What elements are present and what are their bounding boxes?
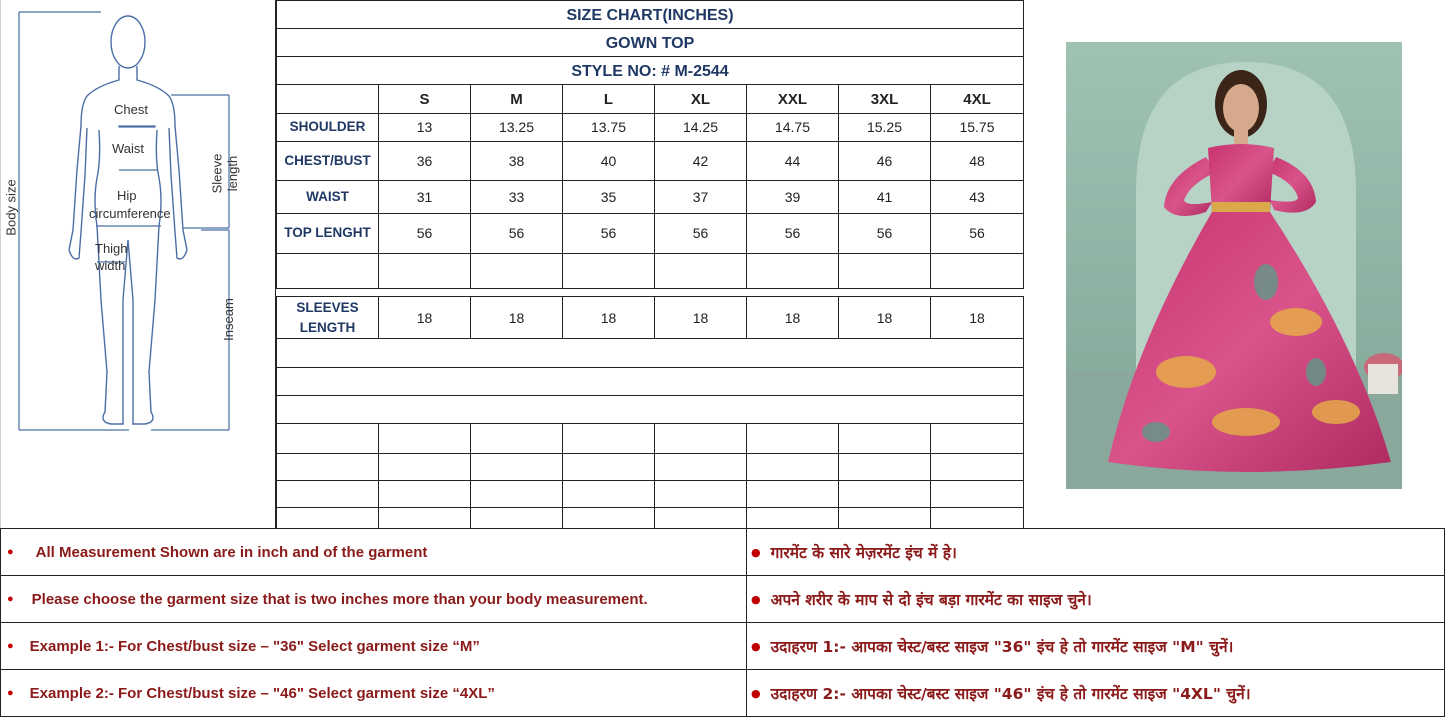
bullet-icon: ● — [751, 545, 761, 559]
sleeve-label-line1: Sleeve — [209, 153, 225, 194]
table-cell: 43 — [969, 188, 985, 205]
note-hi-2 — [746, 575, 1445, 623]
sleeves-label-line1: SLEEVES — [296, 299, 359, 315]
note-text: Example 1:- For Chest/bust size – "36" Select garment size “M” — [29, 637, 480, 655]
bullet-icon: ● — [751, 686, 761, 700]
table-cell: 56 — [747, 213, 839, 253]
bullet-icon: ● — [7, 687, 14, 699]
table-cell: 18 — [379, 297, 471, 338]
empty-row — [276, 423, 1024, 454]
table-cell: 13.25 — [471, 113, 563, 141]
row-label: TOP LENGHT — [277, 213, 379, 253]
table-cell: 46 — [839, 141, 931, 180]
table-cell: 44 — [747, 141, 839, 180]
table-cell: 31 — [379, 180, 471, 213]
note-text: गारमेंट के सारे मेज़रमेंट इंच में हे। — [770, 544, 957, 562]
note-text: Please choose the garment size that is two inches more than your body measurement. — [31, 590, 648, 608]
table-cell: 18 — [471, 297, 563, 338]
note-text: उदाहरण 1:- आपका चेस्ट/बस्ट साइज "36" इंच हे तो गारमेंट साइज "M" चुनें। — [770, 638, 1234, 656]
empty-row — [276, 339, 1024, 368]
table-cell: 56 — [655, 213, 747, 253]
bullet-icon: ● — [7, 546, 14, 558]
table-cell: 56 — [563, 213, 655, 253]
table-cell: 18 — [563, 297, 655, 338]
gown-model-image — [1066, 42, 1402, 489]
row-label: SHOULDER — [277, 113, 379, 141]
empty-row — [276, 395, 1024, 424]
size-header-row — [276, 84, 1024, 114]
note-hi-3 — [746, 622, 1445, 670]
sleeves-label-line2: LENGTH — [299, 319, 356, 335]
body-silhouette — [1, 0, 277, 528]
row-label: WAIST — [277, 180, 379, 213]
table-row — [276, 113, 1024, 142]
sleeve-label-line2: length — [225, 155, 241, 192]
table-cell: 38 — [471, 141, 563, 180]
chest-label: Chest — [114, 102, 148, 117]
size-header-cell: XXL — [747, 85, 839, 113]
thigh-label-line2: width — [95, 258, 126, 273]
empty-row — [276, 453, 1024, 481]
empty-row — [276, 507, 1024, 528]
note-en-2 — [0, 575, 747, 623]
note-text: अपने शरीर के माप से दो इंच बड़ा गारमेंट का साइज चुने। — [770, 591, 1092, 609]
hip-label-line1: Hip — [117, 188, 137, 203]
size-header-cell: 4XL — [963, 90, 991, 108]
table-cell: 56 — [471, 213, 563, 253]
size-header-cell: M — [471, 85, 563, 113]
table-cell: 33 — [471, 180, 563, 213]
table-cell: 15.25 — [839, 113, 931, 141]
table-cell: 39 — [747, 180, 839, 213]
body-measurement-diagram — [0, 0, 276, 528]
note-en-4 — [0, 669, 747, 717]
table-cell: 48 — [969, 152, 985, 169]
table-row — [276, 296, 1024, 339]
table-cell: 14.75 — [747, 113, 839, 141]
table-title: SIZE CHART(INCHES) — [276, 0, 1024, 29]
table-cell: 56 — [379, 213, 471, 253]
waist-label: Waist — [112, 141, 145, 156]
table-row — [276, 213, 1024, 254]
bullet-icon: ● — [751, 639, 761, 653]
table-row — [276, 180, 1024, 214]
style-number: STYLE NO: # M-2544 — [276, 56, 1024, 85]
table-cell: 13 — [379, 113, 471, 141]
body-size-label: Body size — [3, 179, 19, 236]
note-en-3 — [0, 622, 747, 670]
thigh-label-line1: Thigh — [95, 241, 128, 256]
size-header-cell: S — [379, 85, 471, 113]
table-cell: 37 — [655, 180, 747, 213]
inseam-label: Inseam — [220, 298, 236, 341]
note-hi-1 — [746, 528, 1445, 576]
bullet-icon: ● — [7, 640, 14, 652]
table-subtitle: GOWN TOP — [276, 28, 1024, 57]
note-en-1 — [0, 528, 747, 576]
note-text: उदाहरण 2:- आपका चेस्ट/बस्ट साइज "46" इंच हे तो गारमेंट साइज "4XL" चुनें। — [770, 685, 1251, 703]
note-text: All Measurement Shown are in inch and of the garment — [35, 543, 428, 561]
note-text: Example 2:- For Chest/bust size – "46" Select garment size “4XL” — [29, 684, 495, 702]
table-cell: 56 — [839, 213, 931, 253]
table-cell: 36 — [379, 141, 471, 180]
table-cell: 41 — [839, 180, 931, 213]
empty-row — [276, 480, 1024, 508]
bullet-icon: ● — [751, 592, 761, 606]
size-header-cell: 3XL — [839, 85, 931, 113]
hip-label-line2: circumference — [89, 206, 171, 221]
empty-row — [276, 367, 1024, 396]
table-cell: 35 — [563, 180, 655, 213]
bullet-icon: ● — [7, 593, 14, 605]
table-cell: 18 — [747, 297, 839, 338]
table-cell: 13.75 — [563, 113, 655, 141]
table-cell: 14.25 — [655, 113, 747, 141]
note-hi-4 — [746, 669, 1445, 717]
size-header-cell: L — [563, 85, 655, 113]
table-cell: 56 — [969, 225, 985, 241]
table-cell: 18 — [839, 297, 931, 338]
table-row — [276, 141, 1024, 181]
empty-row — [276, 253, 1024, 289]
table-cell: 18 — [655, 297, 747, 338]
table-cell: 42 — [655, 141, 747, 180]
table-cell: 18 — [969, 309, 985, 326]
table-cell: 40 — [563, 141, 655, 180]
row-label — [277, 297, 379, 338]
size-header-cell: XL — [655, 85, 747, 113]
product-photo — [1066, 42, 1402, 489]
size-guide-notes — [0, 528, 1445, 720]
row-label: CHEST/BUST — [277, 141, 379, 180]
table-cell: 15.75 — [959, 119, 995, 135]
